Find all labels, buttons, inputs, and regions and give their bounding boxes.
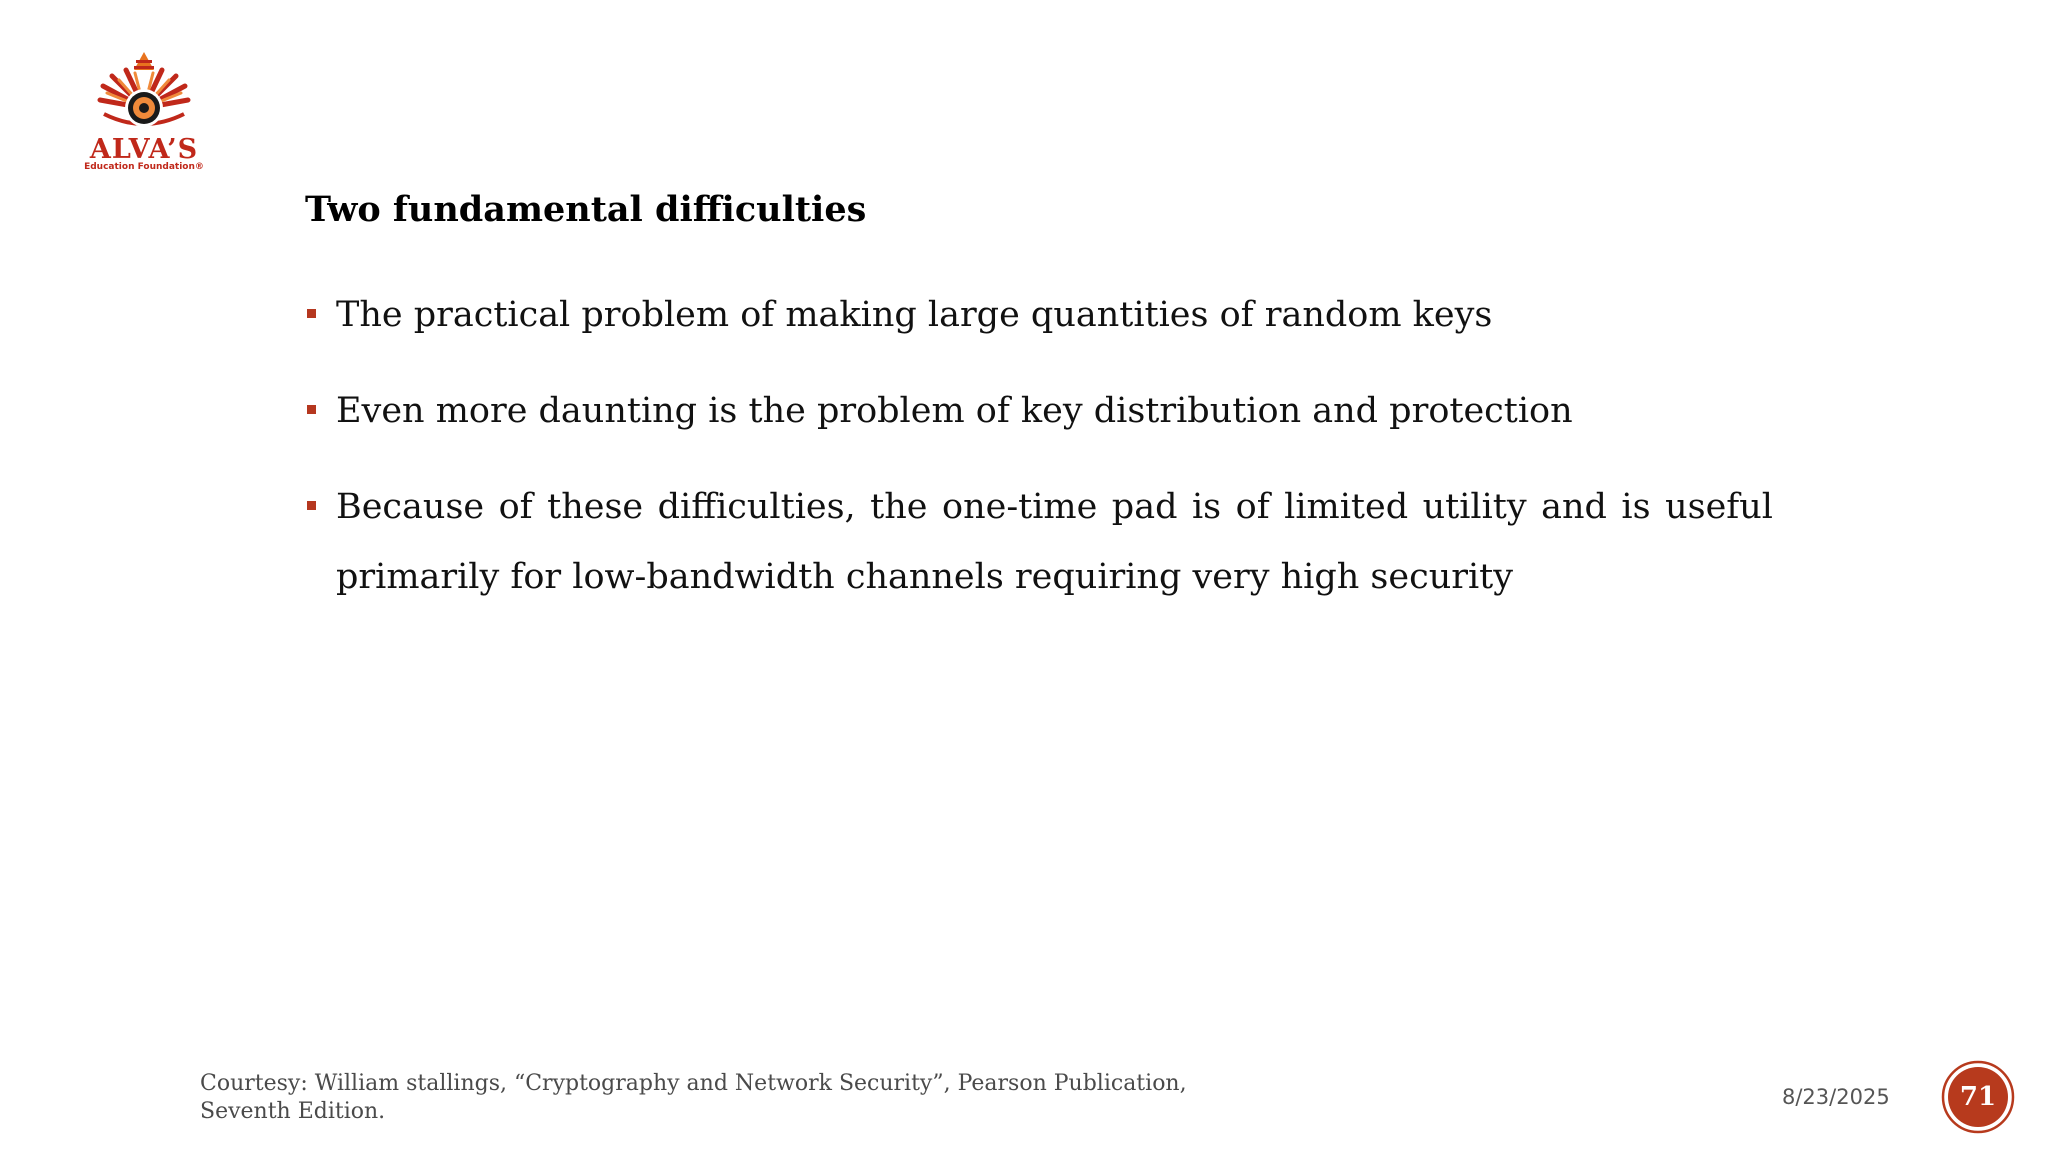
logo-title: ALVA’S (89, 134, 199, 165)
courtesy-note (200, 1070, 1200, 1126)
bullet-square-icon (307, 405, 316, 414)
alvas-emblem-icon (70, 48, 218, 138)
bullet-item (305, 376, 1773, 446)
bullet-text: The practical problem of making large quantities of random keys (336, 295, 1493, 335)
courtesy-line-1: Courtesy: William stallings, “Cryptography and Network Security”, Pearson Publication, (200, 1071, 1187, 1096)
alvas-logo (70, 48, 218, 178)
bullet-item (305, 280, 1773, 350)
bullet-text: Even more daunting is the problem of key distribution and protection (336, 391, 1573, 431)
bullet-list (305, 280, 1773, 638)
bullet-square-icon (307, 309, 316, 318)
slide-date: 8/23/2025 (1782, 1085, 1890, 1109)
page-number: 71 (1959, 1082, 1997, 1112)
bullet-item (305, 472, 1773, 612)
page-number-badge (1941, 1060, 2015, 1134)
bullet-square-icon (307, 501, 316, 510)
courtesy-line-2: Seventh Edition. (200, 1099, 386, 1124)
bullet-text: Because of these difficulties, the one-time pad is of limited utility and is useful primarily for low-bandwidth channels requiring very high security (336, 487, 1773, 597)
slide-heading: Two fundamental difficulties (305, 189, 867, 230)
logo-subtitle: Education Foundation® (84, 162, 204, 172)
